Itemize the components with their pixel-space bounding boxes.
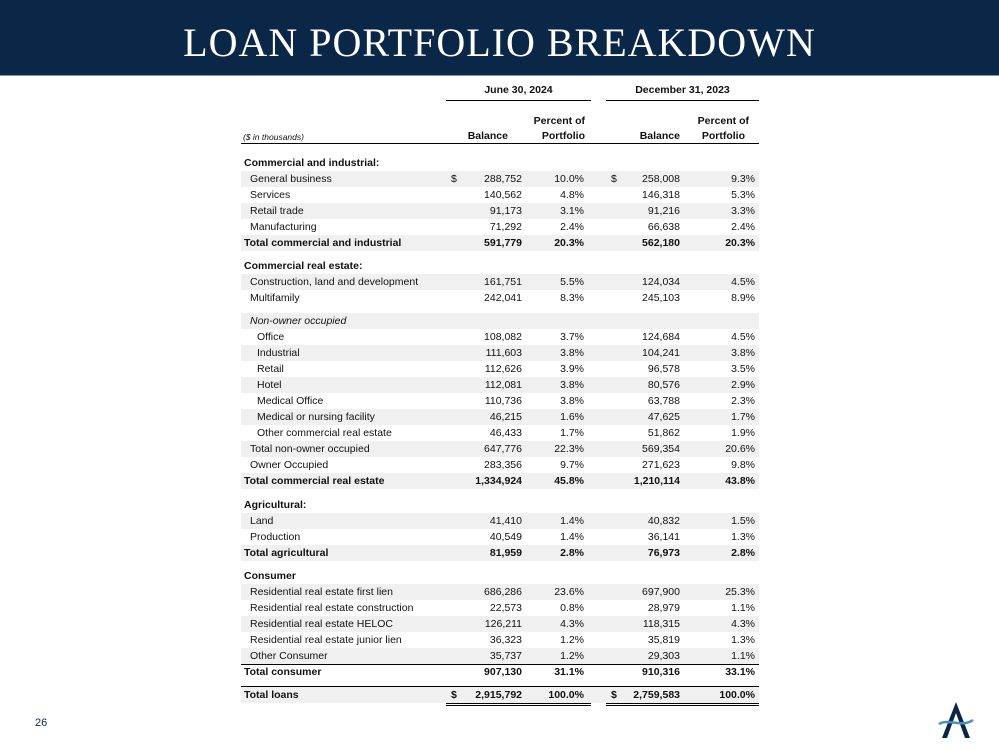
percent-dec-2023: 9.3% bbox=[731, 173, 755, 185]
percent-dec-2023: 100.0% bbox=[719, 689, 755, 701]
period-underline-1 bbox=[446, 100, 591, 101]
row-label: Retail bbox=[257, 363, 284, 375]
percent-june-2024: 2.8% bbox=[560, 547, 584, 559]
percent-dec-2023: 2.3% bbox=[731, 395, 755, 407]
table-row-total-non-owner-occupied bbox=[241, 441, 759, 457]
percent-dec-2023: 33.1% bbox=[725, 666, 755, 678]
row-label: Total agricultural bbox=[244, 547, 329, 559]
percent-dec-2023: 5.3% bbox=[731, 189, 755, 201]
row-label: Total commercial real estate bbox=[244, 475, 385, 487]
table-row-land bbox=[241, 513, 759, 529]
balance-june-2024: 242,041 bbox=[484, 292, 522, 304]
balance-dec-2023: 76,973 bbox=[647, 547, 680, 559]
col-balance-1: Balance bbox=[467, 130, 508, 142]
percent-june-2024: 3.7% bbox=[560, 331, 584, 343]
row-label: Other Consumer bbox=[250, 650, 328, 662]
col-balance-2: Balance bbox=[639, 130, 680, 142]
percent-dec-2023: 1.1% bbox=[731, 650, 755, 662]
table-row-owner-occupied bbox=[241, 457, 759, 473]
balance-june-2024: 46,215 bbox=[489, 411, 522, 423]
balance-june-2024: 126,211 bbox=[484, 618, 522, 630]
row-label: Residential real estate construction bbox=[250, 602, 414, 614]
balance-dec-2023: 104,241 bbox=[642, 347, 680, 359]
percent-june-2024: 1.7% bbox=[560, 427, 584, 439]
row-label: Commercial real estate: bbox=[244, 260, 363, 272]
balance-june-2024: 1,334,924 bbox=[475, 475, 522, 487]
balance-june-2024: 907,130 bbox=[484, 666, 522, 678]
percent-june-2024: 1.2% bbox=[560, 650, 584, 662]
percent-june-2024: 1.4% bbox=[560, 531, 584, 543]
balance-dec-2023: 697,900 bbox=[642, 586, 680, 598]
balance-dec-2023: 118,315 bbox=[642, 618, 680, 630]
percent-june-2024: 3.8% bbox=[560, 395, 584, 407]
percent-june-2024: 31.1% bbox=[554, 666, 584, 678]
percent-dec-2023: 4.5% bbox=[731, 331, 755, 343]
percent-dec-2023: 20.6% bbox=[725, 443, 755, 455]
percent-june-2024: 22.3% bbox=[554, 443, 584, 455]
balance-dec-2023: 80,576 bbox=[647, 379, 680, 391]
balance-june-2024: 46,433 bbox=[489, 427, 522, 439]
row-label: General business bbox=[250, 173, 332, 185]
percent-dec-2023: 43.8% bbox=[725, 475, 755, 487]
balance-dec-2023: 245,103 bbox=[642, 292, 680, 304]
table-row-commercial-and-industrial bbox=[241, 155, 759, 171]
percent-dec-2023: 3.5% bbox=[731, 363, 755, 375]
balance-june-2024: 112,626 bbox=[484, 363, 522, 375]
balance-june-2024: 161,751 bbox=[484, 276, 522, 288]
table-row-residential-real-estate-heloc bbox=[241, 616, 759, 632]
row-label: Retail trade bbox=[250, 205, 304, 217]
table-row-residential-real-estate-construction bbox=[241, 600, 759, 616]
percent-june-2024: 45.8% bbox=[554, 475, 584, 487]
row-label: Multifamily bbox=[250, 292, 300, 304]
total-top-rule bbox=[241, 686, 759, 687]
percent-dec-2023: 3.3% bbox=[731, 205, 755, 217]
row-label: Total non-owner occupied bbox=[250, 443, 370, 455]
percent-june-2024: 2.4% bbox=[560, 221, 584, 233]
percent-dec-2023: 3.8% bbox=[731, 347, 755, 359]
balance-dec-2023: 47,625 bbox=[647, 411, 680, 423]
row-label: Residential real estate first lien bbox=[250, 586, 393, 598]
header-rule bbox=[241, 143, 759, 144]
percent-june-2024: 3.1% bbox=[560, 205, 584, 217]
balance-dec-2023: 146,318 bbox=[642, 189, 680, 201]
row-label: Construction, land and development bbox=[250, 276, 419, 288]
row-label: Residential real estate HELOC bbox=[250, 618, 393, 630]
balance-june-2024: 140,562 bbox=[484, 189, 522, 201]
balance-june-2024: 111,603 bbox=[485, 347, 522, 359]
percent-june-2024: 1.2% bbox=[560, 634, 584, 646]
percent-dec-2023: 2.9% bbox=[731, 379, 755, 391]
table-row-manufacturing bbox=[241, 219, 759, 235]
table-row-retail-trade bbox=[241, 203, 759, 219]
balance-june-2024: 108,082 bbox=[484, 331, 522, 343]
percent-dec-2023: 2.4% bbox=[731, 221, 755, 233]
row-label: Owner Occupied bbox=[250, 459, 329, 471]
balance-dec-2023: 28,979 bbox=[647, 602, 680, 614]
row-label: Residential real estate junior lien bbox=[250, 634, 402, 646]
percent-dec-2023: 1.7% bbox=[731, 411, 755, 423]
balance-june-2024: 71,292 bbox=[489, 221, 522, 233]
table-row-other-consumer bbox=[241, 648, 759, 664]
percent-june-2024: 3.8% bbox=[560, 347, 584, 359]
dollar-sign: $ bbox=[451, 689, 457, 701]
table-row-residential-real-estate-first-lien bbox=[241, 584, 759, 600]
period-header-dec-2023: December 31, 2023 bbox=[635, 84, 730, 96]
balance-june-2024: 91,173 bbox=[489, 205, 522, 217]
percent-june-2024: 20.3% bbox=[554, 237, 584, 249]
row-label: Medical or nursing facility bbox=[257, 411, 375, 423]
balance-june-2024: 36,323 bbox=[489, 634, 522, 646]
row-label: Agricultural: bbox=[244, 499, 307, 511]
percent-dec-2023: 1.5% bbox=[731, 515, 755, 527]
dollar-sign: $ bbox=[611, 173, 617, 185]
row-label: Hotel bbox=[257, 379, 282, 391]
balance-june-2024: 647,776 bbox=[484, 443, 522, 455]
table-row-other-commercial-real-estate bbox=[241, 425, 759, 441]
row-label: Other commercial real estate bbox=[257, 427, 392, 439]
table-row-hotel bbox=[241, 377, 759, 393]
dollar-sign: $ bbox=[611, 689, 617, 701]
percent-dec-2023: 2.8% bbox=[731, 547, 755, 559]
balance-june-2024: 35,737 bbox=[489, 650, 522, 662]
balance-june-2024: 2,915,792 bbox=[475, 689, 522, 701]
percent-june-2024: 23.6% bbox=[554, 586, 584, 598]
table-row-total-consumer bbox=[241, 664, 759, 680]
percent-dec-2023: 8.9% bbox=[731, 292, 755, 304]
balance-june-2024: 288,752 bbox=[484, 173, 522, 185]
period-underline-2 bbox=[606, 100, 759, 101]
row-label: Land bbox=[250, 515, 274, 527]
balance-june-2024: 112,081 bbox=[484, 379, 522, 391]
row-label: Medical Office bbox=[257, 395, 324, 407]
table-row-services bbox=[241, 187, 759, 203]
percent-june-2024: 10.0% bbox=[554, 173, 584, 185]
table-row-medical-office bbox=[241, 393, 759, 409]
row-label: Total loans bbox=[244, 689, 299, 701]
table-row-industrial bbox=[241, 345, 759, 361]
row-label: Services bbox=[250, 189, 291, 201]
balance-june-2024: 40,549 bbox=[489, 531, 522, 543]
balance-dec-2023: 124,034 bbox=[642, 276, 680, 288]
percent-dec-2023: 20.3% bbox=[725, 237, 755, 249]
table-row-agricultural bbox=[241, 497, 759, 513]
percent-june-2024: 1.4% bbox=[560, 515, 584, 527]
balance-june-2024: 81,959 bbox=[489, 547, 522, 559]
percent-june-2024: 5.5% bbox=[560, 276, 584, 288]
double-underline bbox=[446, 703, 591, 706]
page-title: LOAN PORTFOLIO BREAKDOWN bbox=[183, 20, 816, 65]
row-label: Consumer bbox=[244, 570, 296, 582]
table-row-production bbox=[241, 529, 759, 545]
table-row-total-commercial-and-industrial bbox=[241, 235, 759, 251]
balance-dec-2023: 271,623 bbox=[642, 459, 680, 471]
double-underline bbox=[606, 703, 759, 706]
company-logo-icon bbox=[938, 700, 974, 740]
percent-dec-2023: 4.3% bbox=[731, 618, 755, 630]
percent-june-2024: 9.7% bbox=[560, 459, 584, 471]
balance-dec-2023: 910,316 bbox=[642, 666, 680, 678]
row-label: Commercial and industrial: bbox=[244, 157, 380, 169]
table-row-office bbox=[241, 329, 759, 345]
balance-dec-2023: 2,759,583 bbox=[633, 689, 680, 701]
table-row-medical-or-nursing-facility bbox=[241, 409, 759, 425]
column-headers bbox=[241, 115, 759, 143]
table-row-retail bbox=[241, 361, 759, 377]
row-label: Production bbox=[250, 531, 301, 543]
balance-june-2024: 591,779 bbox=[484, 237, 522, 249]
percent-june-2024: 1.6% bbox=[560, 411, 584, 423]
row-label: Non-owner occupied bbox=[250, 315, 347, 327]
percent-june-2024: 8.3% bbox=[560, 292, 584, 304]
percent-dec-2023: 1.3% bbox=[731, 634, 755, 646]
percent-dec-2023: 9.8% bbox=[731, 459, 755, 471]
title-bar bbox=[0, 0, 999, 76]
percent-dec-2023: 1.3% bbox=[731, 531, 755, 543]
percent-june-2024: 3.9% bbox=[560, 363, 584, 375]
balance-dec-2023: 66,638 bbox=[647, 221, 680, 233]
balance-dec-2023: 36,141 bbox=[647, 531, 680, 543]
balance-june-2024: 110,736 bbox=[484, 395, 522, 407]
row-label: Total consumer bbox=[244, 666, 322, 678]
balance-dec-2023: 63,788 bbox=[647, 395, 680, 407]
percent-june-2024: 0.8% bbox=[560, 602, 584, 614]
balance-dec-2023: 569,354 bbox=[642, 443, 680, 455]
row-label: Industrial bbox=[257, 347, 300, 359]
row-label: Total commercial and industrial bbox=[244, 237, 402, 249]
percent-dec-2023: 4.5% bbox=[731, 276, 755, 288]
table-row-residential-real-estate-junior-lien bbox=[241, 632, 759, 648]
balance-dec-2023: 258,008 bbox=[642, 173, 680, 185]
balance-dec-2023: 35,819 bbox=[647, 634, 680, 646]
percent-june-2024: 100.0% bbox=[548, 689, 584, 701]
balance-dec-2023: 51,862 bbox=[647, 427, 680, 439]
percent-dec-2023: 1.9% bbox=[731, 427, 755, 439]
table-row-multifamily bbox=[241, 290, 759, 306]
balance-dec-2023: 29,303 bbox=[647, 650, 680, 662]
balance-june-2024: 283,356 bbox=[484, 459, 522, 471]
balance-june-2024: 22,573 bbox=[489, 602, 522, 614]
balance-dec-2023: 40,832 bbox=[647, 515, 680, 527]
balance-dec-2023: 562,180 bbox=[642, 237, 680, 249]
table-row-commercial-real-estate bbox=[241, 258, 759, 274]
table-row-general-business bbox=[241, 171, 759, 187]
col-percent-2-line1: Percent of bbox=[697, 115, 749, 127]
balance-dec-2023: 124,684 bbox=[642, 331, 680, 343]
percent-dec-2023: 25.3% bbox=[725, 586, 755, 598]
balance-dec-2023: 1,210,114 bbox=[633, 475, 680, 487]
period-header-june-2024: June 30, 2024 bbox=[484, 84, 553, 96]
percent-june-2024: 4.3% bbox=[560, 618, 584, 630]
row-label: Office bbox=[257, 331, 285, 343]
balance-june-2024: 686,286 bbox=[484, 586, 522, 598]
table-row-non-owner-occupied bbox=[241, 313, 759, 329]
table-row-construction-land-and-development bbox=[241, 274, 759, 290]
dollar-sign: $ bbox=[451, 173, 457, 185]
col-percent-2-line2: Portfolio bbox=[701, 130, 745, 142]
balance-june-2024: 41,410 bbox=[489, 515, 522, 527]
table-row-total-agricultural bbox=[241, 545, 759, 561]
percent-june-2024: 4.8% bbox=[560, 189, 584, 201]
balance-dec-2023: 91,216 bbox=[647, 205, 680, 217]
table-row-total-commercial-real-estate bbox=[241, 473, 759, 489]
col-percent-1-line2: Portfolio bbox=[541, 130, 585, 142]
row-label: Manufacturing bbox=[250, 221, 317, 233]
percent-june-2024: 3.8% bbox=[560, 379, 584, 391]
table-row-consumer bbox=[241, 568, 759, 584]
balance-dec-2023: 96,578 bbox=[647, 363, 680, 375]
col-percent-1-line1: Percent of bbox=[533, 115, 585, 127]
units-label: ($ in thousands) bbox=[243, 132, 304, 142]
table-row-total-loans bbox=[241, 687, 759, 703]
page-number: 26 bbox=[35, 717, 48, 729]
percent-dec-2023: 1.1% bbox=[731, 602, 755, 614]
